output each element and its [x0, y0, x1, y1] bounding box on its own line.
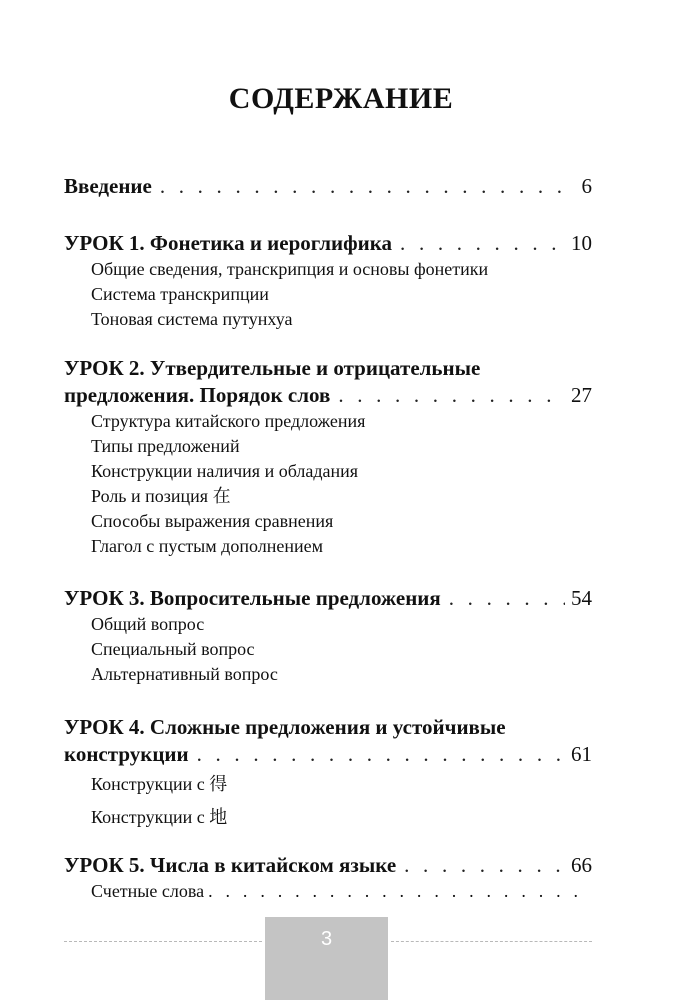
toc-subentry[interactable]: Типы предложений — [91, 436, 240, 456]
toc-entry-title: предложения. Порядок слов — [64, 383, 331, 407]
toc-subentry[interactable]: Общий вопрос — [91, 614, 205, 634]
toc-entry-lesson-4[interactable] — [64, 714, 592, 834]
toc-subentry[interactable]: Общие сведения, транскрипция и основы фонетики — [91, 259, 489, 279]
page-number-box — [265, 917, 388, 1000]
toc-page-number: 10 — [571, 231, 592, 255]
dot-leader — [404, 852, 565, 879]
toc-subentry[interactable]: Конструкции наличия и обладания — [91, 461, 359, 481]
toc-page-number: 61 — [571, 742, 592, 766]
dot-leader — [208, 879, 580, 904]
toc-entry-intro[interactable] — [64, 173, 592, 200]
toc-entry-lesson-1[interactable] — [64, 230, 592, 332]
dot-leader — [338, 382, 565, 409]
toc-page-number: 27 — [571, 383, 592, 407]
toc-subentry[interactable] — [64, 879, 592, 904]
toc-subentry[interactable]: Структура китайского предложения — [91, 411, 366, 431]
dot-leader — [160, 173, 576, 200]
toc-subentry[interactable]: Конструкции с 地 — [91, 807, 228, 827]
toc-subentry[interactable]: Способы выражения сравнения — [91, 511, 334, 531]
toc-entry-title: конструкции — [64, 742, 189, 766]
toc-subentry[interactable]: Тоновая система путунхуа — [91, 309, 293, 329]
toc-subentry[interactable]: Специальный вопрос — [91, 639, 255, 659]
toc-entry-lesson-2[interactable] — [64, 355, 592, 559]
toc-entry-lesson-3[interactable] — [64, 585, 592, 687]
toc-subentry-label: Счетные слова — [91, 881, 205, 901]
toc-entry-title: УРОК 3. Вопросительные предложения — [64, 586, 441, 610]
dot-leader — [449, 585, 565, 612]
toc-entry-title: Введение — [64, 174, 152, 198]
footer-dashed-line-left — [64, 941, 262, 942]
toc-entry-lesson-5[interactable] — [64, 852, 592, 904]
toc-subentry[interactable]: Альтернативный вопрос — [91, 664, 278, 684]
toc-subentry[interactable]: Конструкции с 得 — [91, 774, 228, 794]
page-title: СОДЕРЖАНИЕ — [228, 82, 454, 115]
dot-leader — [400, 230, 565, 257]
footer-dashed-line-right — [391, 941, 592, 942]
toc-page-number: 66 — [571, 853, 592, 877]
toc-subentry[interactable]: Глагол с пустым дополнением — [91, 536, 323, 556]
toc-entry-title-line1: УРОК 2. Утвердительные и отрицательные — [64, 356, 481, 380]
toc-subentry[interactable]: Система транскрипции — [91, 284, 269, 304]
toc-page-number: 54 — [571, 586, 592, 610]
toc-entry-title: УРОК 5. Числа в китайском языке — [64, 853, 397, 877]
toc-entry-title-line1: УРОК 4. Сложные предложения и устойчивые — [64, 715, 506, 739]
toc-entry-title: УРОК 1. Фонетика и иероглифика — [64, 231, 393, 255]
page-number: 3 — [320, 928, 333, 950]
dot-leader — [197, 741, 565, 768]
toc-page-number: 6 — [581, 174, 592, 198]
toc-subentry[interactable]: Роль и позиция 在 — [91, 486, 231, 506]
